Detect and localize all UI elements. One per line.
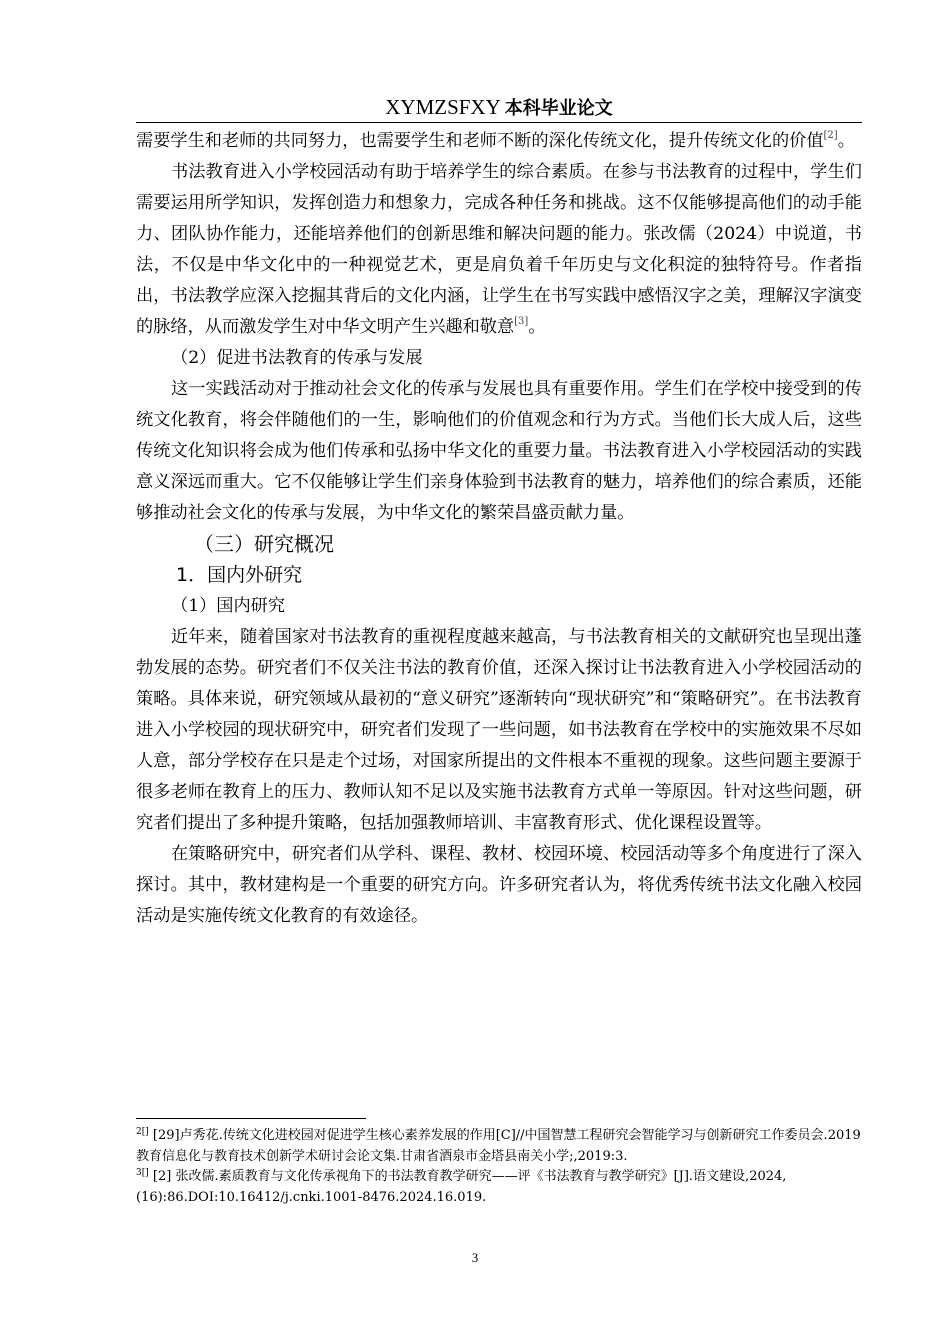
footnote [136,1126,862,1167]
citation-marker[interactable]: [2] [823,130,838,141]
footnote-divider [136,1118,366,1119]
section-heading: （三）研究概况 [194,532,334,556]
header-code: XYMZSFXY [385,95,501,119]
page-header [136,92,862,122]
paragraph-text: 需要学生和老师的共同努力，也需要学生和老师不断的深化传统文化，提升传统文化的价值 [136,131,824,151]
footnote-mark: 3[] [136,1168,149,1178]
header-divider [136,122,862,123]
paragraph-continuation [136,126,862,157]
footnote-mark: 2[] [136,1127,149,1137]
paragraph-text: 书法教育进入小学校园活动有助于培养学生的综合素质。在参与书法教育的过程中，学生们需要运用所学知识，发挥创造力和想象力，完成各种任务和挑战。这不仅能够提高他们的动手能力、团队协作能力，还能培养他们的创新思维和解决问题的能力。张改儒（2024）中说道，书法，不仅是中华文化中的一种视觉艺术，更是肩负着千年历史与文化积淀的独特符号。作者指出，书法教学应深入挖掘其背后的文化内涵，让学生在书写实践中感悟汉字之美，理解汉字演变的脉络，从而激发学生对中华文明产生兴趣和敬意 [136,162,862,337]
paragraph: 在策略研究中，研究者们从学科、课程、教材、校园环境、校园活动等多个角度进行了深入探讨。其中，教材建构是一个重要的研究方向。许多研究者认为，将优秀传统书法文化融入校园活动是实施传统文化教育的有效途径。 [136,844,862,926]
footnote [136,1167,862,1208]
paragraph: 这一实践活动对于推动社会文化的传承与发展也具有重要作用。学生们在学校中接受到的传统文化教育，将会伴随他们的一生，影响他们的价值观念和行为方式。当他们长大成人后，这些传统文化知识将会成为他们传承和弘扬中华文化的重要力量。书法教育进入小学校园活动的实践意义深远而重大。它不仅能够让学生们亲身体验到书法教育的魅力，培养他们的综合素质，还能够推动社会文化的传承与发展，为中华文化的繁荣昌盛贡献力量。 [136,379,862,523]
page-number: 3 [471,1250,479,1265]
sub-heading: （2）促进书法教育的传承与发展 [171,348,423,368]
subsection-heading: 1．国内外研究 [176,564,303,586]
sub-heading: （1）国内研究 [171,596,286,616]
paragraph [136,157,862,343]
footnote-text: [2] 张改儒.素质教育与文化传承视角下的书法教育教学研究——评《书法教育与教学研究》[J].语文建设,2024,(16):86.DOI:10.16412/j.cnki.1001-8476.2024.16.019. [136,1169,787,1205]
citation-marker[interactable]: [3] [514,316,529,327]
body-text [136,126,862,932]
footnotes [136,1126,862,1208]
paragraph: 近年来，随着国家对书法教育的重视程度越来越高，与书法教育相关的文献研究也呈现出蓬勃发展的态势。研究者们不仅关注书法的教育价值，还深入探讨让书法教育进入小学校园活动的策略。具体来说，研究领域从最初的“意义研究”逐渐转向“现状研究”和“策略研究”。在书法教育进入小学校园的现状研究中，研究者们发现了一些问题，如书法教育在学校中的实施效果不尽如人意，部分学校存在只是走个过场，对国家所提出的文件根本不重视的现象。这些问题主要源于很多老师在教育上的压力、教师认知不足以及实施书法教育方式单一等原因。针对这些问题，研究者们提出了多种提升策略，包括加强教师培训、丰富教育形式、优化课程设置等。 [136,627,862,833]
footnote-text: [29]卢秀花.传统文化进校园对促进学生核心素养发展的作用[C]//中国智慧工程研究会智能学习与创新研究工作委员会.2019教育信息化与教育技术创新学术研讨会论文集.甘肃省酒泉市金塔县南关小学;,2019:3. [136,1128,861,1164]
header-title: 本科毕业论文 [504,98,613,119]
paragraph-end: 。 [528,317,546,337]
paragraph-end: 。 [837,131,855,151]
